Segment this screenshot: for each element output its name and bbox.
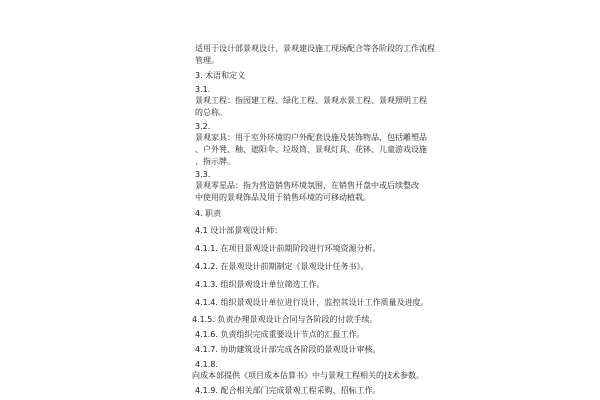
text-line: 景观工程：指园建工程、绿化工程、景观水景工程、景观照明工程 xyxy=(195,96,427,105)
section-number: 3.3. xyxy=(195,170,211,179)
list-item: 4.1.6. 负责组织完成重要设计节点的汇报工作。 xyxy=(195,330,365,339)
subsection-heading: 4.1 设计部景观设计师： xyxy=(195,226,283,235)
text-line: 景观零星品：指为营造销售环境氛围，在销售开盘中或后续整改 xyxy=(195,181,419,190)
section-number: 3.1. xyxy=(195,85,211,94)
text-line: 中使用的景观饰品及用于销售环境的可移动植栽。 xyxy=(195,193,371,202)
text-line: 管理。 xyxy=(195,56,219,65)
list-item: 4.1.2. 在景观设计前期制定《景观设计任务书》。 xyxy=(195,262,369,271)
list-item: 4.1.4. 组织景观设计单位进行设计，监控其设计工作质量及进度。 xyxy=(195,298,429,307)
section-number: 4.1.8. xyxy=(195,360,218,369)
section-heading: 4. 职责 xyxy=(195,209,222,218)
list-item: 4.1.9. 配合相关部门完成景观工程采购、招标工作。 xyxy=(195,386,381,395)
list-item: 4.1.5. 负责办理景观设计合同与各阶段的付款手续。 xyxy=(192,315,378,324)
section-number: 3.2. xyxy=(195,122,211,131)
text-line: 、户外凳、釉、遮阳伞、垃圾筒、景观灯具、花钵、儿童游戏设施 xyxy=(195,145,427,154)
list-item: 4.1.1. 在项目景观设计前期阶段进行环境资源分析。 xyxy=(195,244,381,253)
text-line: 向成本部提供《项目成本估算书》中与景观工程相关的技术参数。 xyxy=(192,371,424,380)
list-item: 4.1.3. 组织景观设计单位筛选工作。 xyxy=(195,280,325,289)
text-line: 、指示牌。 xyxy=(195,157,235,166)
text-line: 景观家具：用于室外环境的户外配套设施及装饰物品，包括雕塑品 xyxy=(195,133,427,142)
section-heading: 3. 术语和定义 xyxy=(195,71,246,80)
text-line: 适用于设计部景观设计、景观建设施工现场配合等各阶段的工作流程 xyxy=(195,44,435,53)
list-item: 4.1.7. 协助建筑设计部完成各阶段的景观设计审核。 xyxy=(195,345,381,354)
text-line: 的总称。 xyxy=(195,108,227,117)
